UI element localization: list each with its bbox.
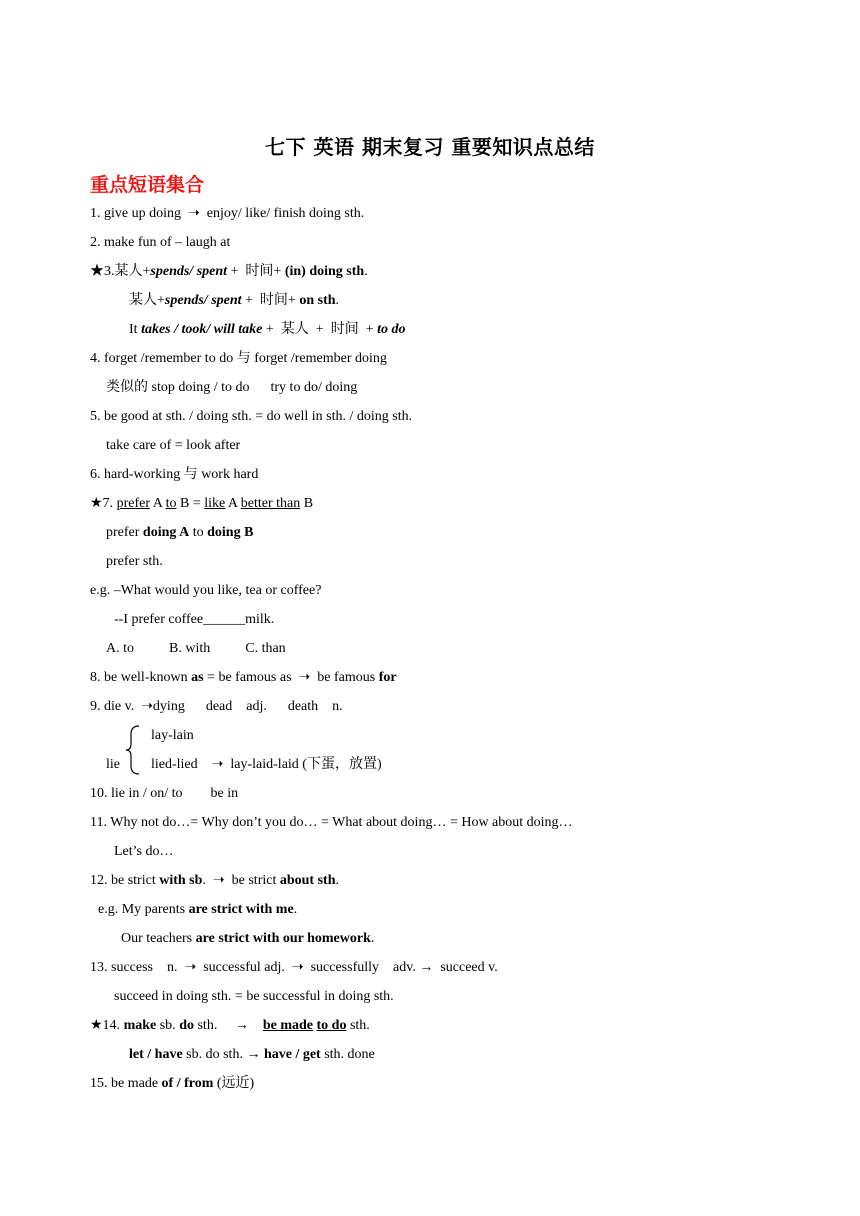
phrase-text: sth. → — [193, 1018, 263, 1033]
phrase-text: + 某人 + 时间 + — [262, 322, 378, 337]
phrase-text: for — [378, 670, 397, 685]
phrase-text: 9. die v. ➝dying dead adj. death n. — [90, 699, 343, 714]
phrase-text: lay-lain — [151, 728, 194, 743]
phrase-text: be made — [262, 1018, 313, 1033]
phrase-text: Let’s do… — [114, 844, 174, 859]
phrase-line — [90, 1017, 370, 1035]
phrase-text: are strict with our homework — [195, 931, 371, 946]
phrase-line — [90, 466, 258, 484]
phrase-text: doing B — [207, 525, 254, 540]
phrase-text: 10. lie in / on/ to be in — [90, 786, 239, 801]
phrase-text: take care of = look after — [106, 438, 241, 453]
phrase-text: . — [335, 873, 339, 888]
phrase-text: spends/ spent — [164, 293, 242, 308]
phrase-text: sth. — [346, 1018, 370, 1033]
phrase-line — [106, 379, 357, 397]
section-heading: 重点短语集合 — [90, 174, 205, 196]
phrase-line — [98, 901, 297, 919]
brace-icon — [124, 724, 142, 776]
phrase-line — [106, 553, 163, 571]
phrase-text: succeed in doing sth. = be successful in doing sth. — [114, 989, 394, 1004]
phrase-line — [90, 495, 313, 513]
phrase-text: B — [300, 496, 314, 511]
phrase-text: 6. hard-working 与 work hard — [90, 467, 259, 482]
phrase-text: as — [191, 670, 204, 685]
phrase-line — [106, 756, 120, 774]
phrase-text: Our teachers — [121, 931, 196, 946]
phrase-text: prefer sth. — [106, 554, 163, 569]
phrase-text: 15. be made — [90, 1076, 162, 1091]
phrase-text: like — [204, 496, 226, 511]
phrase-text: with sb — [159, 873, 203, 888]
phrase-line — [90, 959, 498, 977]
phrase-text: (远近) — [213, 1076, 255, 1091]
phrase-line — [90, 785, 238, 803]
phrase-text: ★3.某人+ — [90, 264, 151, 279]
phrase-text: sb. — [156, 1018, 180, 1033]
phrase-line — [90, 205, 364, 223]
phrase-text: ★7. — [90, 496, 117, 511]
phrase-text: sb. do sth. → — [182, 1047, 264, 1062]
phrase-text: e.g. My parents — [98, 902, 189, 917]
phrase-text: sth. done — [320, 1047, 375, 1062]
phrase-line — [114, 988, 394, 1006]
phrase-text: 11. Why not do…= Why don’t you do… = What about doing… = How about doing… — [90, 815, 573, 830]
phrase-text: 某人+ — [129, 293, 165, 308]
phrase-text: prefer — [116, 496, 150, 511]
phrase-text: about sth — [279, 873, 336, 888]
phrase-text: + 时间+ — [227, 264, 285, 279]
phrase-text: . — [370, 931, 375, 946]
phrase-line — [114, 611, 274, 629]
phrase-line — [90, 234, 230, 252]
phrase-text: 2. make fun of – laugh at — [90, 235, 231, 250]
phrase-text: . — [364, 264, 368, 279]
phrase-line — [106, 524, 253, 542]
phrase-line — [106, 437, 240, 455]
phrase-line — [90, 814, 573, 832]
phrase-text: lie — [106, 757, 120, 772]
phrase-line — [151, 727, 194, 745]
phrase-text: 12. be strict — [90, 873, 160, 888]
phrase-text: are strict with me — [188, 902, 294, 917]
phrase-line — [129, 1046, 375, 1064]
phrase-text: e.g. –What would you like, tea or coffee? — [90, 583, 322, 598]
phrase-text: (in) doing sth — [284, 264, 365, 279]
phrase-line — [90, 350, 387, 368]
phrase-text: to — [189, 525, 208, 540]
phrase-text: . ➝ be strict — [202, 873, 280, 888]
phrase-text: + 时间+ — [241, 293, 300, 308]
phrase-text: 类似的 stop doing / to do try to do/ doing — [106, 380, 358, 395]
phrase-text: It — [129, 322, 142, 337]
phrase-line — [90, 872, 339, 890]
phrase-text: doing A — [142, 525, 190, 540]
phrase-text: 8. be well-known — [90, 670, 192, 685]
phrase-text: to do — [377, 322, 406, 337]
phrase-line — [90, 698, 343, 716]
phrase-text: to — [165, 496, 177, 511]
phrase-text: to do — [316, 1018, 347, 1033]
phrase-line — [90, 669, 397, 687]
phrase-line — [151, 756, 382, 774]
phrase-text: 5. be good at sth. / doing sth. = do well in sth. / doing sth. — [90, 409, 413, 424]
phrase-text: B = — [176, 496, 205, 511]
phrase-line — [121, 930, 374, 948]
phrase-text: spends/ spent — [150, 264, 228, 279]
phrase-text: make — [123, 1018, 157, 1033]
phrase-text: A. to B. with C. than — [106, 641, 286, 656]
phrase-text: 4. forget /remember to do 与 forget /remember doing — [90, 351, 387, 366]
phrase-text: do — [179, 1018, 194, 1033]
phrase-line — [129, 292, 339, 310]
phrase-text: = be famous as ➝ be famous — [203, 670, 379, 685]
phrase-line — [106, 640, 286, 658]
phrase-text: lied-lied ➝ lay-laid-laid (下蛋，放置) — [151, 757, 382, 772]
phrase-text: takes / took/ will take — [141, 322, 263, 337]
phrase-text: on sth — [299, 293, 336, 308]
phrase-text: better than — [240, 496, 301, 511]
phrase-text: . — [335, 293, 340, 308]
phrase-text: A — [149, 496, 166, 511]
phrase-text: 1. give up doing ➝ enjoy/ like/ finish doing sth. — [90, 206, 365, 221]
phrase-line — [90, 408, 412, 426]
phrase-line — [90, 263, 368, 281]
phrase-text: of / from — [161, 1076, 214, 1091]
phrase-text: let / have — [129, 1047, 183, 1062]
phrase-text: ★14. — [90, 1018, 124, 1033]
phrase-line — [114, 843, 174, 861]
phrase-text: A — [225, 496, 241, 511]
phrase-line — [90, 582, 321, 600]
phrase-text: prefer — [106, 525, 143, 540]
page-title: 七下 英语 期末复习 重要知识点总结 — [265, 135, 595, 159]
phrase-line — [129, 321, 405, 339]
phrase-text: 13. success n. ➝ successful adj. ➝ successfully adv. → succeed v. — [90, 960, 498, 975]
phrase-line — [90, 1075, 254, 1093]
phrase-text: --I prefer coffee______milk. — [114, 612, 275, 627]
phrase-text: have / get — [263, 1047, 321, 1062]
phrase-text: . — [293, 902, 298, 917]
